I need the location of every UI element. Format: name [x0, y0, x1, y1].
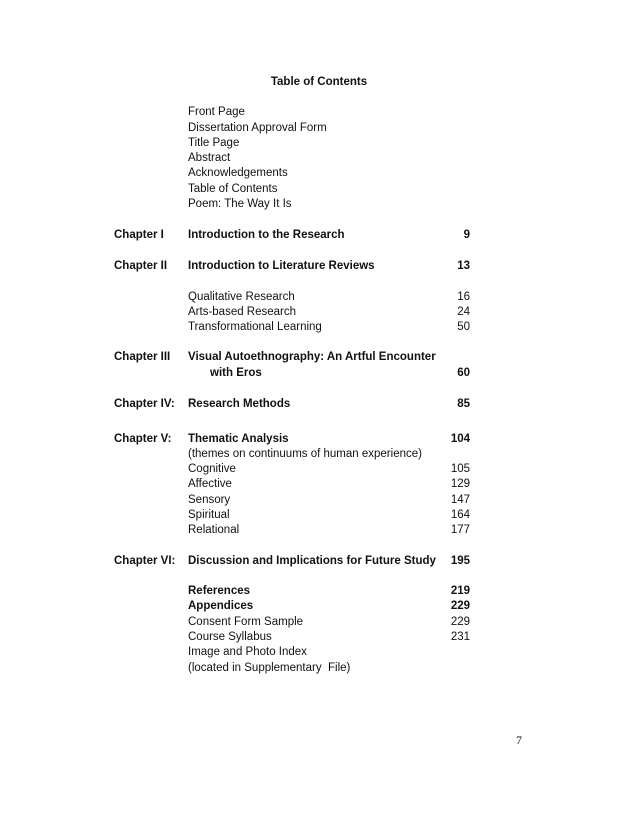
front-item-approval-form: Dissertation Approval Form: [188, 122, 327, 134]
chapter-6-title: Discussion and Implications for Future Study: [188, 555, 436, 567]
course-syllabus-page: 231: [450, 631, 470, 643]
chapter-5-label: Chapter V:: [114, 433, 172, 445]
front-item-abstract: Abstract: [188, 152, 231, 164]
chapter-4-title: Research Methods: [188, 398, 291, 410]
chapter-2-sub-page: 24: [457, 306, 470, 318]
consent-form-title: Consent Form Sample: [188, 616, 304, 628]
chapter-2-label: Chapter II: [114, 260, 168, 272]
image-index-note: (located in Supplementary File): [188, 662, 351, 674]
front-item-table-of-contents: Table of Contents: [188, 183, 278, 195]
chapter-2-title: Introduction to Literature Reviews: [188, 260, 375, 272]
chapter-5-sub-title: Spiritual: [188, 509, 230, 521]
chapter-1-page: 9: [463, 229, 470, 241]
chapter-3-page: 60: [457, 367, 470, 379]
chapter-5-sub-title: Affective: [188, 478, 232, 490]
chapter-6-page: 195: [450, 555, 470, 567]
chapter-5-sub-page: 177: [450, 524, 470, 536]
image-index-title: Image and Photo Index: [188, 646, 307, 658]
chapter-4-page: 85: [457, 398, 470, 410]
chapter-2-sub-page: 50: [457, 321, 470, 333]
chapter-4-label: Chapter IV:: [114, 398, 175, 410]
chapter-5-sub-page: 129: [450, 478, 470, 490]
chapter-5-sub-title: Sensory: [188, 494, 231, 506]
chapter-2-page: 13: [457, 260, 470, 272]
chapter-1-label: Chapter I: [114, 229, 164, 241]
chapter-1-title: Introduction to the Research: [188, 229, 345, 241]
front-item-poem: Poem: The Way It Is: [188, 198, 292, 210]
references-page: 219: [450, 585, 470, 597]
chapter-2-sub-title: Transformational Learning: [188, 321, 322, 333]
chapter-5-title: Thematic Analysis: [188, 433, 289, 445]
appendices-page: 229: [450, 600, 470, 612]
front-item-title-page: Title Page: [188, 137, 240, 149]
course-syllabus-title: Course Syllabus: [188, 631, 272, 643]
chapter-3-label: Chapter III: [114, 351, 171, 363]
chapter-5-sub-title: Cognitive: [188, 463, 236, 475]
front-item-acknowledgements: Acknowledgements: [188, 167, 288, 179]
chapter-5-sub-page: 147: [450, 494, 470, 506]
chapter-5-sub-page: 164: [450, 509, 470, 521]
chapter-3-title-cont: with Eros: [210, 367, 262, 379]
references-title: References: [188, 585, 251, 597]
chapter-2-sub-title: Qualitative Research: [188, 291, 295, 303]
chapter-2-sub-page: 16: [457, 291, 470, 303]
chapter-2-sub-title: Arts-based Research: [188, 306, 297, 318]
front-item-front-page: Front Page: [188, 106, 245, 118]
chapter-3-title: Visual Autoethnography: An Artful Encounter: [188, 351, 436, 363]
appendices-title: Appendices: [188, 600, 254, 612]
toc-title: Table of Contents: [270, 76, 368, 88]
consent-form-page: 229: [450, 616, 470, 628]
chapter-5-sub-title: Relational: [188, 524, 240, 536]
page-number: 7: [516, 733, 522, 747]
chapter-5-sub-page: 105: [450, 463, 470, 475]
chapter-6-label: Chapter VI:: [114, 555, 176, 567]
chapter-5-note: (themes on continuums of human experience): [188, 448, 422, 460]
chapter-5-page: 104: [450, 433, 470, 445]
